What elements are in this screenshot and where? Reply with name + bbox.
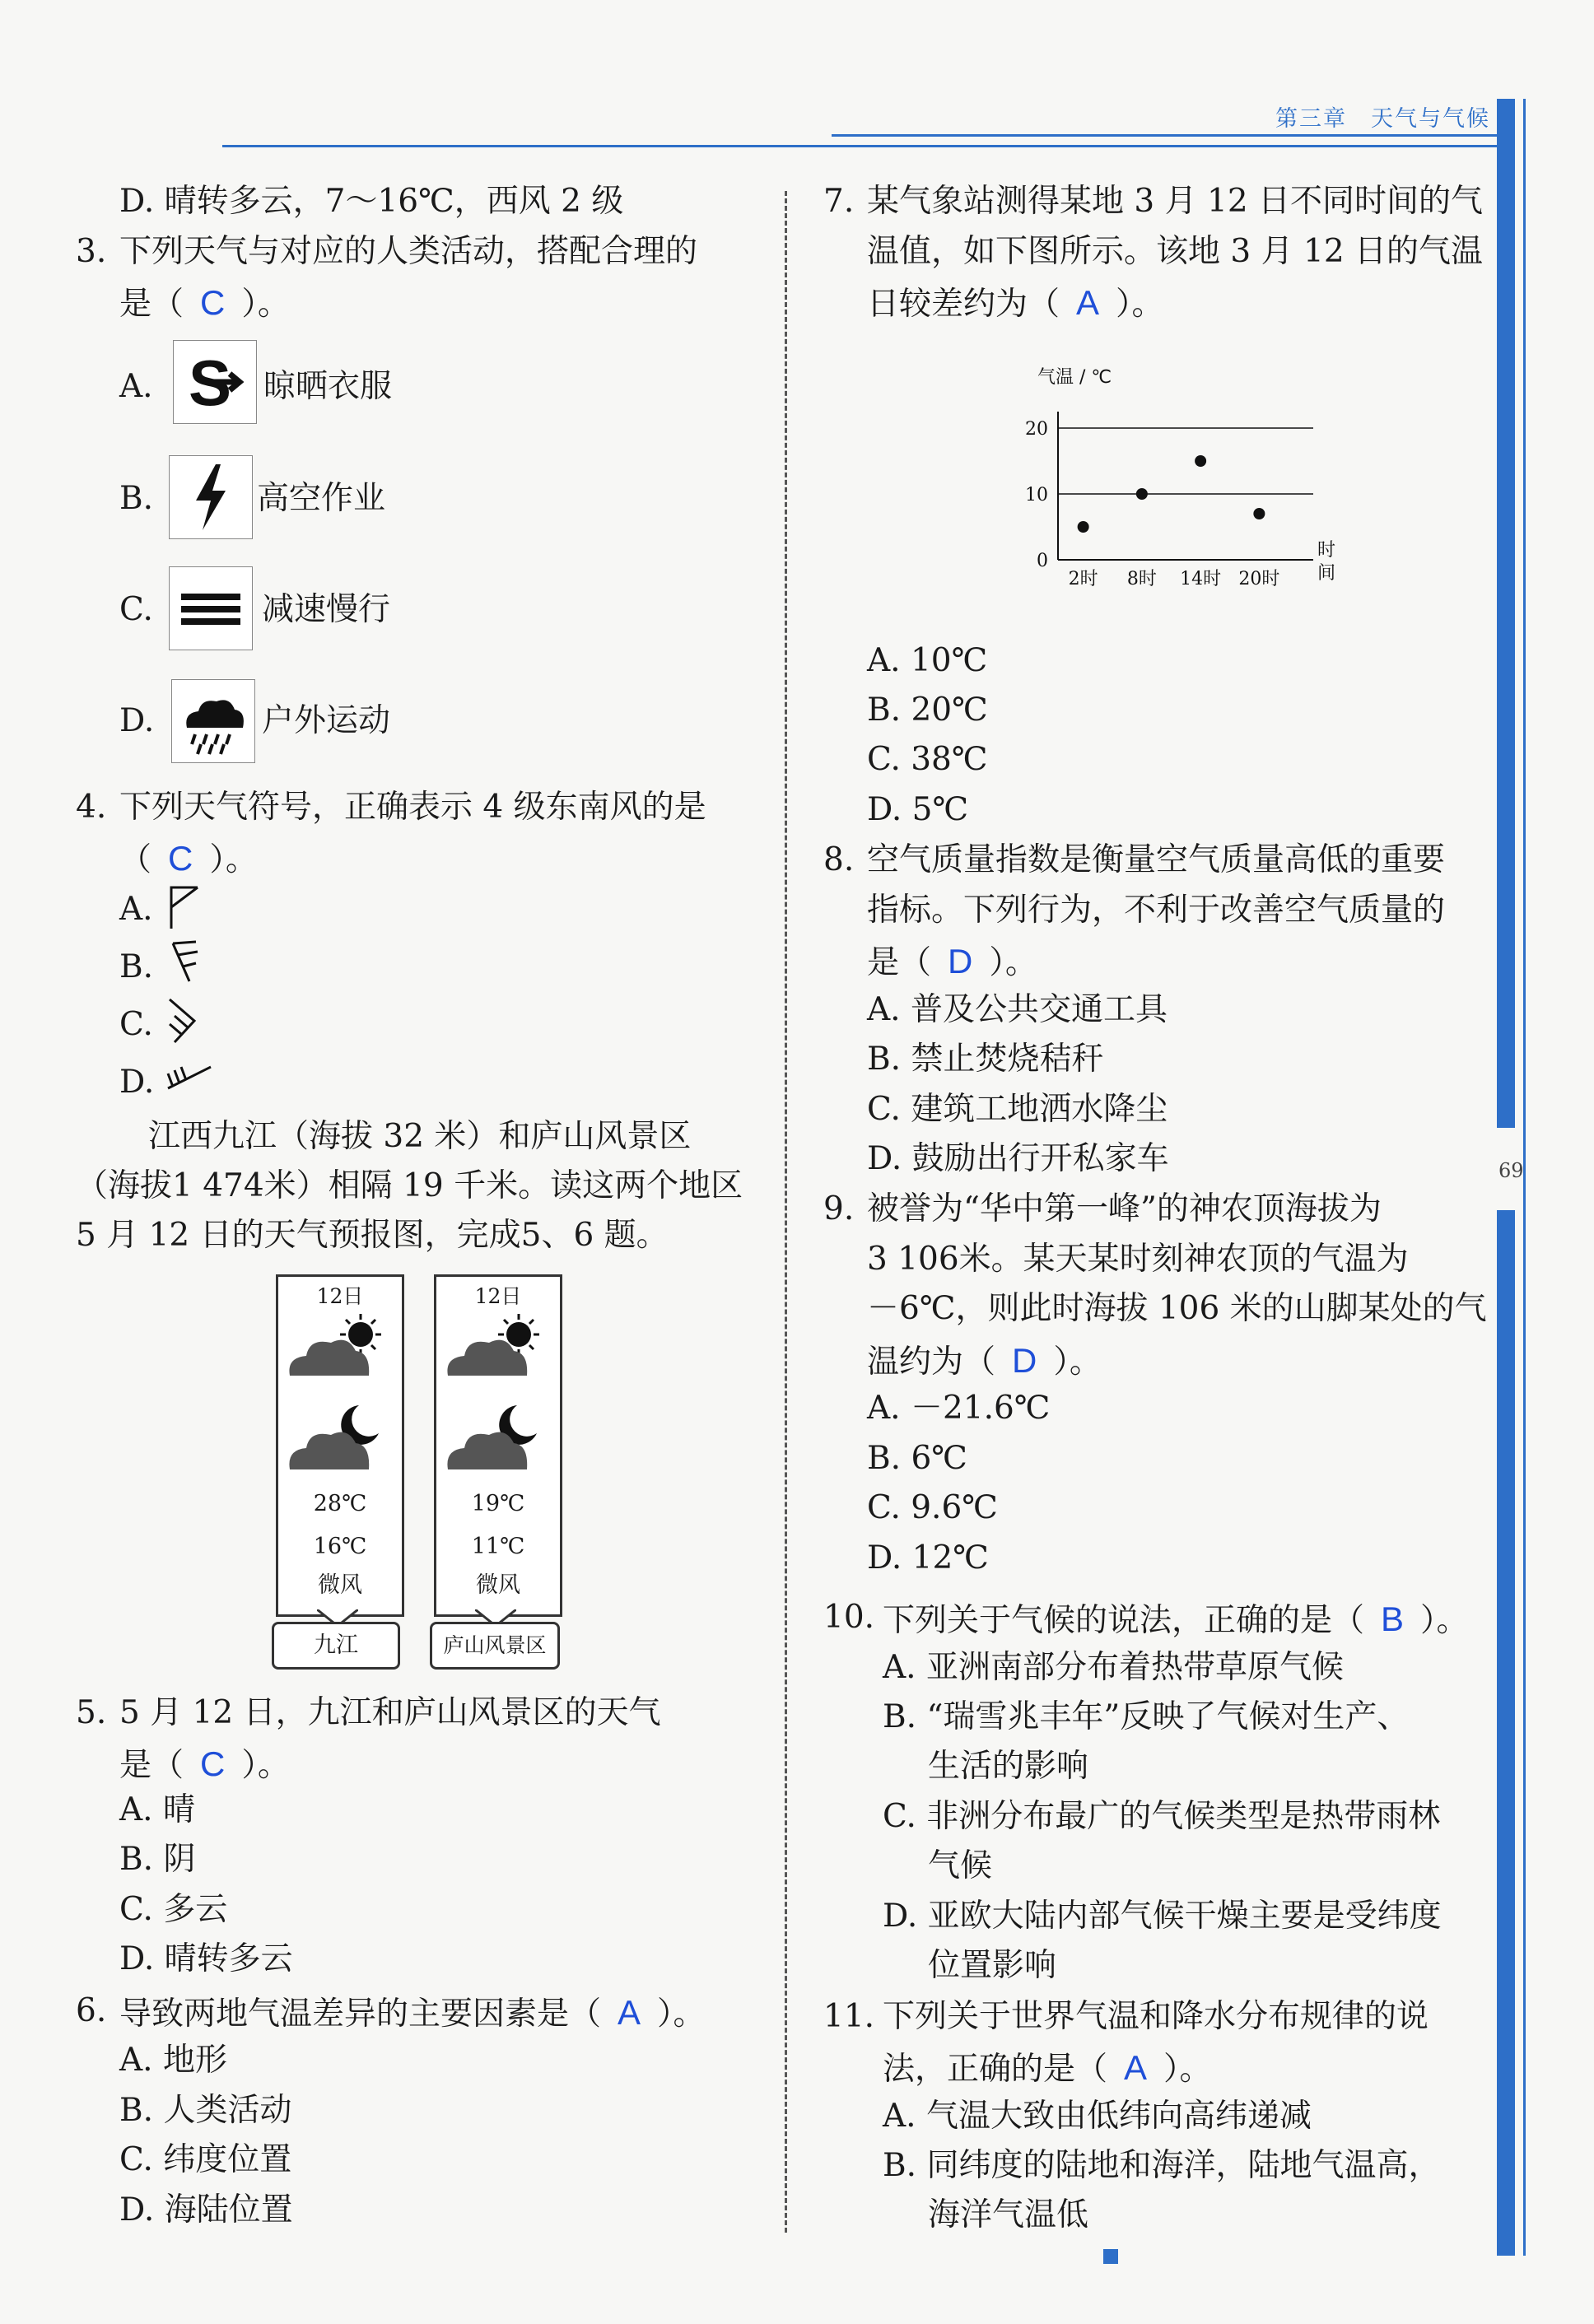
- q10-stem-line1: [883, 1599, 1469, 1641]
- rainstorm-icon: [171, 679, 255, 763]
- q9-stem-prefix: 温约为（: [867, 1344, 996, 1381]
- q10-stem-suffix: ）。: [1420, 1602, 1469, 1639]
- q4-option-c-key: C.: [119, 1006, 153, 1043]
- q7-stem-line1: 某气象站测得某地 3 月 12 日不同时间的气: [867, 183, 1484, 220]
- q8-stem-line1: 空气质量指数是衡量空气质量高低的重要: [867, 841, 1446, 878]
- header-rule: [222, 145, 1511, 147]
- wind-symbol-b-icon: [165, 937, 206, 986]
- q3-option-d-key: D.: [119, 702, 155, 739]
- q10-answer: B: [1381, 1600, 1405, 1638]
- wind-symbol-d-icon: [165, 1055, 214, 1097]
- chart-data-point: [1078, 521, 1089, 533]
- q5-number: 5.: [76, 1694, 107, 1731]
- q6-stem-suffix: ）。: [657, 1996, 706, 2033]
- q3-stem-suffix: ）。: [241, 286, 290, 323]
- q8-stem-line3: [867, 941, 1037, 983]
- fog-icon: [169, 566, 253, 650]
- q8-stem-line2: 指标。下列行为，不利于改善空气质量的: [867, 892, 1446, 929]
- q9-stem-line2: 3 106米。某天某时刻神农顶的气温为: [867, 1241, 1409, 1278]
- chart-y-axis-label: 气温 / ℃: [1037, 367, 1112, 388]
- q9-stem-suffix: ）。: [1053, 1344, 1102, 1381]
- q9-stem-line4: [867, 1340, 1102, 1382]
- svg-text:S: S: [189, 347, 232, 419]
- wind-symbol-a-icon: [165, 883, 206, 932]
- q10-option-d-cont: 位置影响: [928, 1947, 1057, 1984]
- q7-stem-line2: 温值，如下图所示。该地 3 月 12 日的气温: [867, 233, 1484, 270]
- q3-option-d-text: 户外运动: [262, 702, 391, 739]
- q11-option-a: A. 气温大致由低纬向高纬递减: [883, 2098, 1312, 2135]
- q6-option-a: A. 地形: [119, 2042, 227, 2079]
- q7-answer: A: [1076, 283, 1100, 322]
- q6-option-d: D. 海陆位置: [119, 2191, 293, 2229]
- q6-number: 6.: [76, 1992, 107, 2029]
- q6-option-b: B. 人类活动: [119, 2092, 292, 2129]
- cloudy-day-icon: [285, 1310, 395, 1384]
- q10-number: 10.: [823, 1599, 875, 1636]
- q2-option-d: D. 晴转多云，7～16℃，西风 2 级: [119, 183, 624, 220]
- q6-stem-line1: [119, 1992, 706, 2034]
- q4-stem-line2: [119, 838, 258, 880]
- forecast-place-jiujiang: 九江: [272, 1622, 400, 1670]
- chart-x-axis-label: 时: [1317, 540, 1336, 561]
- passage-line2: （海拔1 474米）相隔 19 千米。读这两个地区: [76, 1167, 743, 1204]
- forecast-date: 12日: [474, 1284, 522, 1308]
- wind-symbol-c-icon: [165, 996, 206, 1046]
- q5-stem-line2: [119, 1744, 290, 1786]
- cloudy-night-icon: [285, 1400, 395, 1474]
- sandstorm-icon: [173, 340, 257, 424]
- q8-option-c: C. 建筑工地洒水降尘: [867, 1091, 1168, 1128]
- q8-option-a: A. 普及公共交通工具: [867, 991, 1168, 1028]
- forecast-low: 16℃: [313, 1534, 367, 1559]
- q11-stem-prefix: 法，正确的是（: [883, 2051, 1108, 2088]
- q10-option-a: A. 亚洲南部分布着热带草原气候: [883, 1649, 1344, 1686]
- q8-option-d: D. 鼓励出行开私家车: [867, 1140, 1169, 1177]
- q10-option-b: B. “瑞雪兆丰年”反映了气候对生产、: [883, 1698, 1410, 1735]
- q3-answer: C: [200, 283, 226, 322]
- q10-option-d: D. 亚欧大陆内部气候干燥主要是受纬度: [883, 1898, 1442, 1935]
- q5-option-b: B. 阴: [119, 1841, 196, 1878]
- q9-option-a: A. －21.6℃: [867, 1390, 1051, 1427]
- forecast-date: 12日: [316, 1284, 364, 1308]
- q11-option-b: B. 同纬度的陆地和海洋，陆地气温高，: [883, 2147, 1441, 2184]
- chapter-header: 第三章 天气与气候: [1275, 106, 1490, 132]
- chart-x-tick-label: 8时: [1126, 569, 1157, 589]
- q9-option-c: C. 9.6℃: [867, 1489, 998, 1526]
- q5-stem-suffix: ）。: [241, 1747, 290, 1784]
- q9-answer: D: [1012, 1341, 1037, 1380]
- column-divider: [785, 191, 787, 2233]
- q6-stem-prefix: 导致两地气温差异的主要因素是（: [119, 1996, 602, 2033]
- q8-option-b: B. 禁止焚烧秸秆: [867, 1041, 1104, 1078]
- passage-line1: 江西九江（海拔 32 米）和庐山风景区: [148, 1118, 692, 1155]
- temperature-scatter-chart: [1021, 358, 1350, 605]
- page-number: 69: [1498, 1159, 1524, 1182]
- chart-y-tick-label: 20: [1025, 419, 1048, 440]
- q7-option-a: A. 10℃: [867, 642, 988, 679]
- cloudy-night-icon: [443, 1400, 553, 1474]
- q7-option-c: C. 38℃: [867, 741, 988, 778]
- q4-stem-suffix: ）。: [209, 841, 258, 878]
- forecast-wind: 微风: [476, 1572, 520, 1598]
- chart-y-tick-label: 10: [1025, 485, 1048, 505]
- q4-option-b-key: B.: [119, 948, 154, 985]
- cloudy-day-icon: [443, 1310, 553, 1384]
- q7-stem-line3: [867, 282, 1164, 324]
- q8-answer: D: [948, 942, 973, 980]
- chart-data-point: [1253, 508, 1265, 519]
- q10-option-c: C. 非洲分布最广的气候类型是热带雨林: [883, 1798, 1441, 1835]
- q6-answer: A: [618, 1993, 641, 2032]
- chart-x-tick-label: 20时: [1238, 569, 1280, 589]
- q11-option-b-cont: 海洋气温低: [928, 2196, 1089, 2233]
- q5-option-d: D. 晴转多云: [119, 1940, 293, 1977]
- q5-stem-line1: 5 月 12 日，九江和庐山风景区的天气: [119, 1694, 661, 1731]
- q3-option-a-key: A.: [119, 368, 153, 405]
- corner-square: [1103, 2249, 1118, 2264]
- q11-number: 11.: [823, 1998, 875, 2035]
- forecast-place-lushan: 庐山风景区: [430, 1622, 560, 1670]
- q4-answer: C: [168, 839, 193, 878]
- forecast-low: 11℃: [471, 1534, 525, 1559]
- q3-stem-line1: 下列天气与对应的人类活动，搭配合理的: [119, 233, 698, 270]
- q10-stem-prefix: 下列关于气候的说法，正确的是（: [883, 1602, 1365, 1639]
- side-bar-top: [1497, 99, 1515, 1128]
- q5-option-c: C. 多云: [119, 1891, 228, 1928]
- lightning-icon: [169, 455, 253, 539]
- passage-line3: 5 月 12 日的天气预报图，完成5、6 题。: [76, 1217, 669, 1254]
- q8-number: 8.: [823, 841, 855, 878]
- q4-option-d-key: D.: [119, 1064, 155, 1101]
- q3-option-a-text: 晾晒衣服: [263, 368, 393, 405]
- q11-answer: A: [1124, 2048, 1148, 2087]
- q7-option-d: D. 5℃: [867, 791, 969, 828]
- chart-x-tick-label: 14时: [1180, 569, 1222, 589]
- q9-stem-line1: 被誉为“华中第一峰”的神农顶海拔为: [867, 1190, 1382, 1227]
- q9-stem-line3: －6℃，则此时海拔 106 米的山脚某处的气: [867, 1290, 1487, 1327]
- q4-number: 4.: [76, 789, 107, 826]
- q11-stem-suffix: ）。: [1163, 2051, 1212, 2088]
- q9-option-d: D. 12℃: [867, 1539, 989, 1577]
- chart-x-tick-label: 2时: [1068, 569, 1098, 589]
- q3-option-c-text: 减速慢行: [262, 591, 391, 628]
- forecast-card-lushan: [434, 1274, 562, 1617]
- q9-option-b: B. 6℃: [867, 1440, 967, 1477]
- q7-option-b: B. 20℃: [867, 692, 988, 729]
- q5-answer: C: [200, 1744, 226, 1783]
- chart-data-point: [1195, 455, 1206, 467]
- q7-stem-prefix: 日较差约为（: [867, 286, 1060, 323]
- chart-y-tick-label: 0: [1037, 551, 1048, 571]
- q6-option-c: C. 纬度位置: [119, 2141, 292, 2178]
- q3-number: 3.: [76, 233, 107, 270]
- header-rule-upper: [832, 134, 1511, 137]
- q9-number: 9.: [823, 1190, 855, 1227]
- q3-stem-prefix: 是（: [119, 286, 184, 323]
- q3-option-c-key: C.: [119, 591, 153, 628]
- forecast-card-jiujiang: [276, 1274, 404, 1617]
- side-bar-bottom: [1497, 1210, 1515, 2256]
- q4-stem-prefix: （: [119, 841, 152, 878]
- forecast-wind: 微风: [318, 1572, 362, 1598]
- q11-stem-line2: [883, 2047, 1212, 2089]
- q3-option-b-key: B.: [119, 480, 154, 517]
- q10-option-b-cont: 生活的影响: [928, 1748, 1089, 1785]
- q7-stem-suffix: ）。: [1116, 286, 1164, 323]
- q4-stem-line1: 下列天气符号，正确表示 4 级东南风的是: [119, 789, 706, 826]
- forecast-high: 19℃: [471, 1491, 525, 1516]
- forecast-high: 28℃: [313, 1491, 367, 1516]
- q8-stem-suffix: ）。: [989, 944, 1037, 981]
- q11-stem-line1: 下列关于世界气温和降水分布规律的说: [883, 1998, 1429, 2035]
- q5-option-a: A. 晴: [119, 1791, 195, 1828]
- q5-stem-prefix: 是（: [119, 1747, 184, 1784]
- chart-x-axis-label-2: 间: [1317, 563, 1336, 584]
- q3-stem-line2: [119, 282, 290, 324]
- q7-number: 7.: [823, 183, 855, 220]
- q8-stem-prefix: 是（: [867, 944, 932, 981]
- q3-option-b-text: 高空作业: [257, 480, 386, 517]
- q10-option-c-cont: 气候: [928, 1847, 993, 1884]
- q4-option-a-key: A.: [119, 891, 153, 928]
- chart-data-point: [1136, 488, 1148, 500]
